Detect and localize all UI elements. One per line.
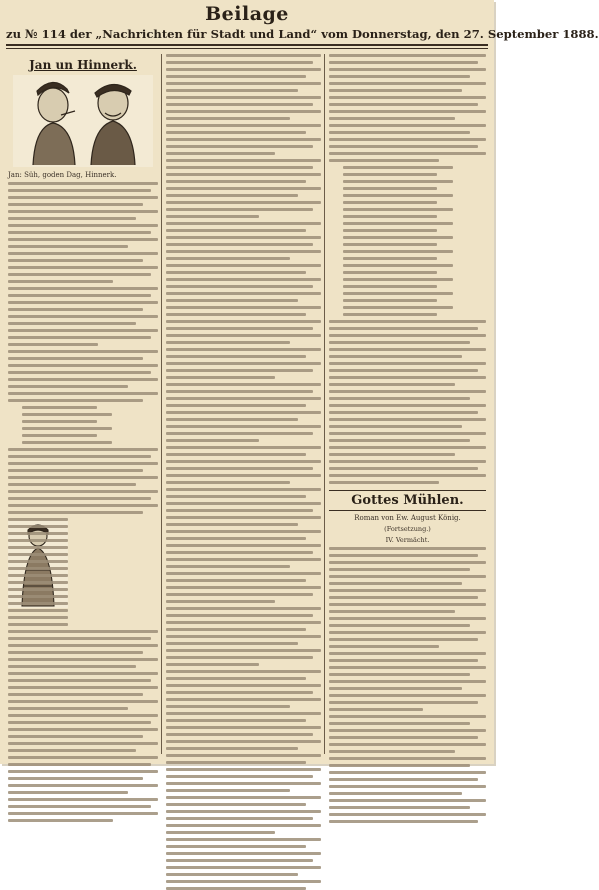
masthead-subtitle: zu № 114 der „Nachrichten für Stadt und Land“ vom Donnerstag, den 27. September 1888. bbox=[6, 27, 599, 41]
column-divider-right bbox=[324, 54, 325, 754]
article-continuation-note: (Fortsetzung.) bbox=[384, 525, 431, 533]
masthead-rule-thin bbox=[6, 48, 488, 49]
article-heading-jan-un-hinnerk: Jan un Hinnerk. bbox=[29, 58, 137, 72]
illustration-two-men-icon bbox=[13, 75, 153, 167]
column-right bbox=[329, 54, 486, 754]
masthead-rule bbox=[6, 44, 488, 46]
article-chapter: IV. Vermächt. bbox=[385, 536, 430, 544]
masthead-title: Beilage bbox=[205, 3, 289, 25]
article-heading-gottes-muehlen: Gottes Mühlen. bbox=[329, 490, 486, 511]
column-left bbox=[8, 54, 158, 754]
dialogue-first-line: Jan: Süh, goden Dag, Hinnerk. bbox=[8, 171, 117, 179]
article-byline: Roman von Ew. August König. bbox=[354, 514, 461, 522]
column-divider-left bbox=[161, 54, 162, 754]
column-middle bbox=[166, 54, 321, 754]
